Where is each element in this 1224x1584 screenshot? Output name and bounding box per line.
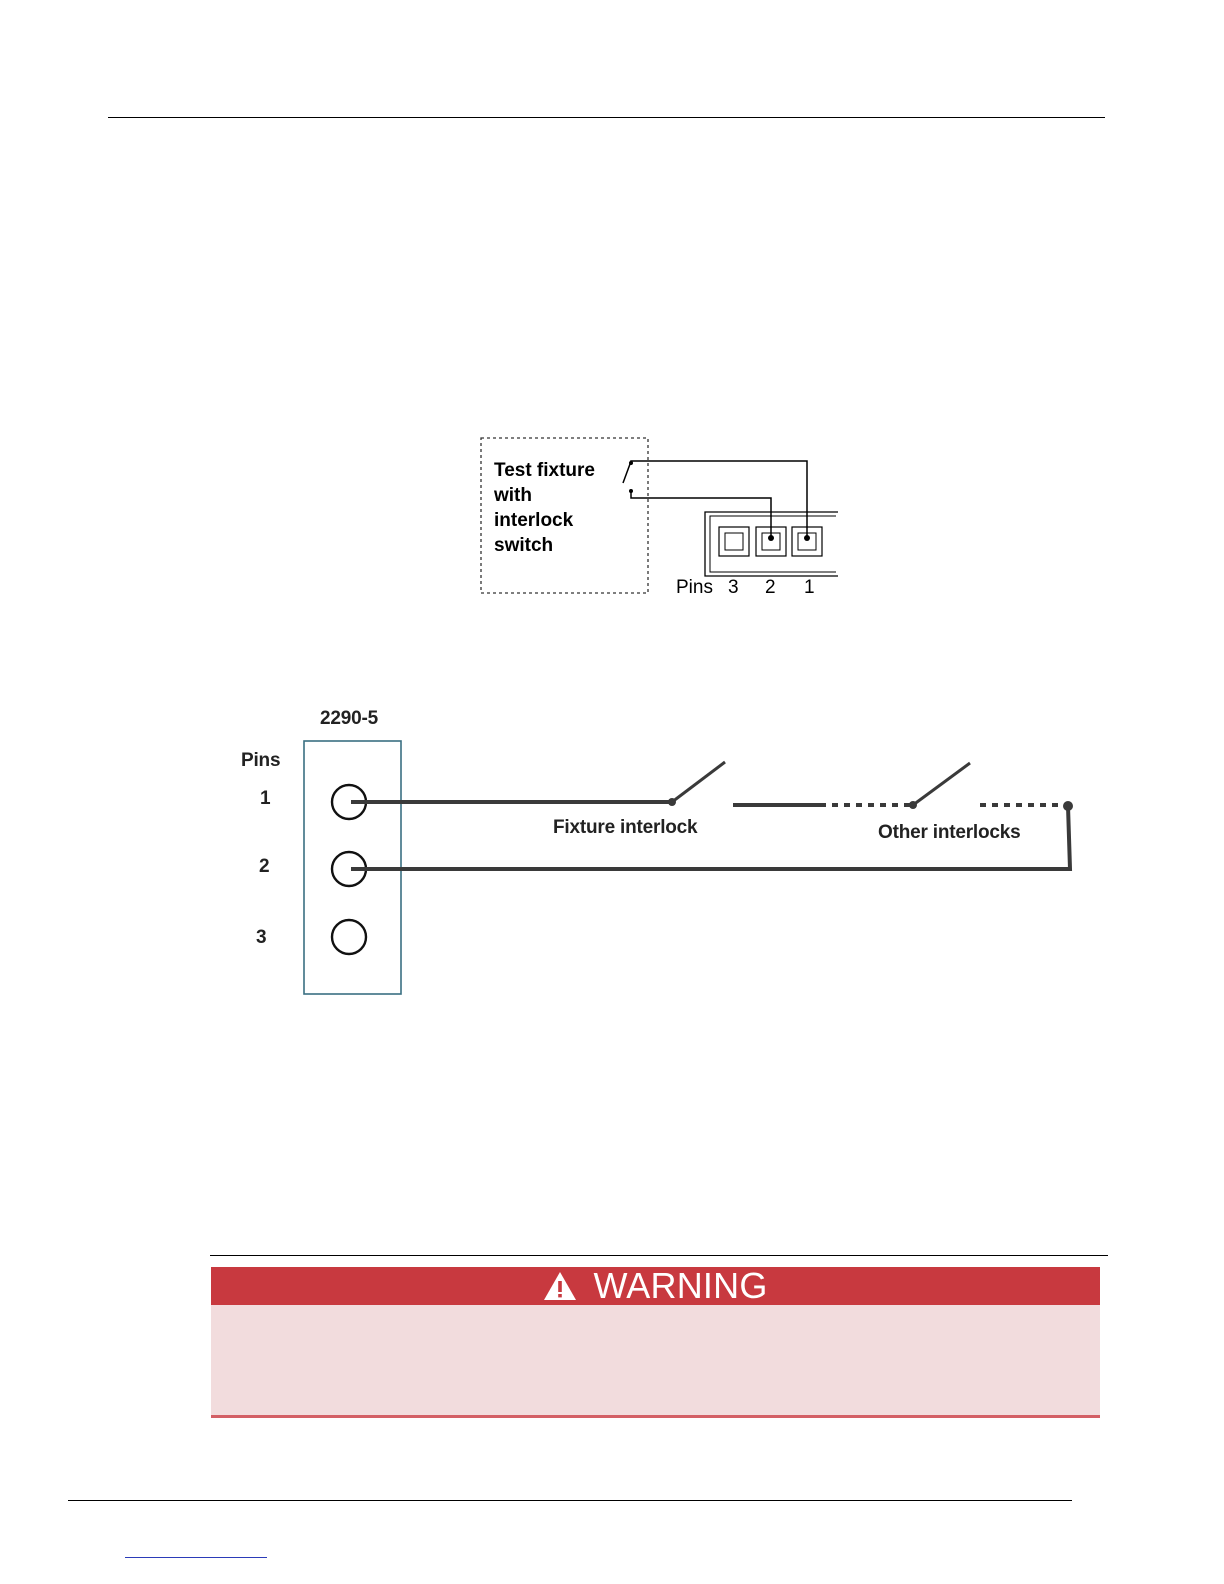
pin-3-label: 3 — [256, 927, 267, 948]
warning-triangle-icon — [543, 1271, 577, 1301]
fixture-interlock-label: Fixture interlock — [553, 817, 698, 838]
footer-link[interactable] — [125, 1557, 267, 1558]
fixture-label-line-1: Test fixture — [494, 460, 596, 481]
pins-label: Pins — [676, 577, 713, 598]
fixture-label-line-3: interlock — [494, 510, 574, 531]
fixture-label-line-2: with — [494, 485, 532, 506]
other-interlocks-label: Other interlocks — [878, 822, 1021, 843]
other-interlocks-switch — [913, 763, 970, 805]
interlock-wiring-diagram — [230, 700, 1090, 1010]
pin-number-1: 1 — [804, 577, 815, 598]
fixture-interlock-switch — [672, 762, 725, 802]
pin-3-terminal — [332, 920, 366, 954]
pin-number-2: 2 — [765, 577, 776, 598]
interlock-switch-blade — [623, 464, 630, 483]
pin-3-socket — [719, 527, 749, 556]
fixture-label-line-4: switch — [494, 535, 554, 556]
footer-rule — [68, 1500, 1072, 1501]
warning-box — [211, 1267, 1100, 1418]
pin-2-label: 2 — [259, 856, 270, 877]
pin-number-3: 3 — [728, 577, 739, 598]
header-rule — [108, 117, 1105, 118]
pins-heading: Pins — [241, 750, 281, 771]
warning-title: WARNING — [593, 1265, 768, 1306]
wire-pin1 — [631, 461, 807, 537]
model-label: 2290-5 — [320, 708, 378, 729]
warning-top-rule — [210, 1255, 1108, 1256]
wire-pin2 — [631, 491, 771, 537]
warning-header — [211, 1267, 1100, 1305]
pin-1-label: 1 — [260, 788, 271, 809]
interlock-wiring-figure — [230, 700, 1090, 1010]
test-fixture-figure — [470, 430, 850, 610]
warning-body — [211, 1305, 1100, 1412]
